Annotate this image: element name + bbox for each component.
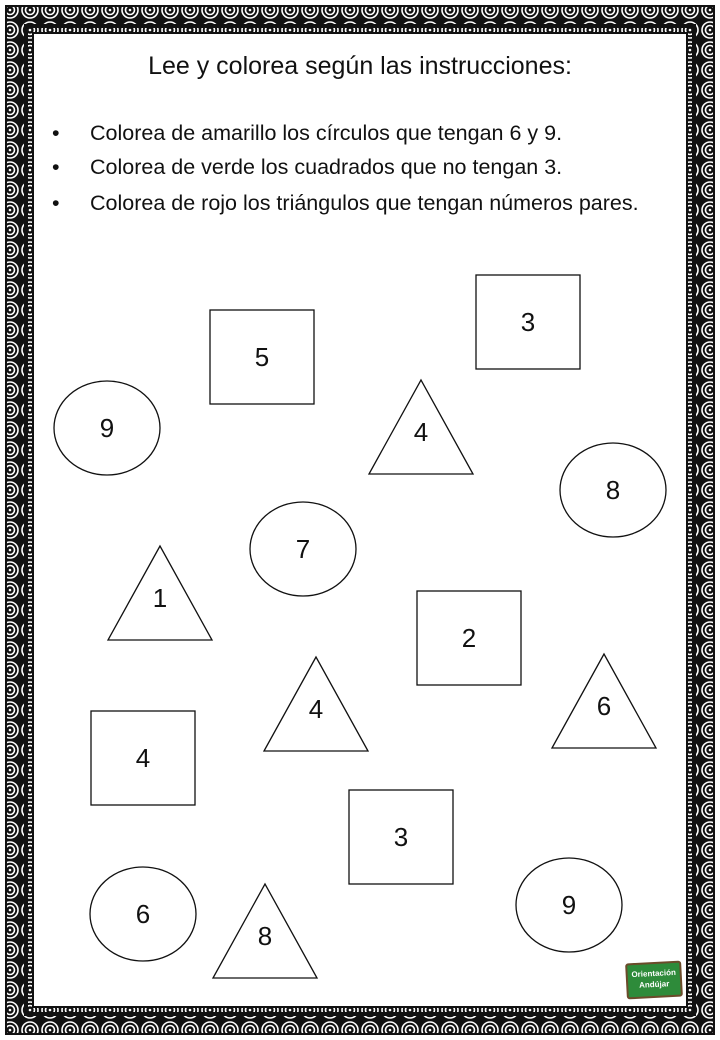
triangle-shape [108,546,212,640]
instruction-item: • Colorea de rojo los triángulos que tengan números pares. [52,184,672,222]
instruction-item: • Colorea de amarillo los círculos que tengan 6 y 9. [52,116,672,150]
triangle-shape [369,380,473,474]
shape-number: 4 [135,743,151,773]
circle-shape [90,867,196,961]
shape-number: 3 [393,822,409,852]
shape-number: 1 [152,583,168,613]
shape-number: 6 [135,899,151,929]
instruction-item: • Colorea de verde los cuadrados que no tengan 3. [52,150,672,184]
square-shape [349,790,453,884]
shape-number: 3 [520,307,536,337]
circle-shape [560,443,666,537]
shape-number: 9 [561,890,577,920]
worksheet-title: Lee y colorea según las instrucciones: [148,52,572,80]
logo-line-1: Orientación [631,967,677,980]
shape-number: 8 [257,921,273,951]
square-shape [210,310,314,404]
orientacion-andujar-logo [625,961,683,1000]
square-shape [91,711,195,805]
shape-number: 2 [461,623,477,653]
triangle-shape [213,884,317,978]
circle-shape [54,381,160,475]
shape-number: 4 [413,417,429,447]
square-shape [476,275,580,369]
shape-number: 8 [605,475,621,505]
circle-shape [516,858,622,952]
logo-line-2: Andújar [638,979,670,990]
shape-number: 9 [99,413,115,443]
shape-number: 6 [596,691,612,721]
shape-number: 7 [295,534,311,564]
circle-shape [250,502,356,596]
triangle-shape [552,654,656,748]
triangle-shape [264,657,368,751]
shape-number: 5 [254,342,270,372]
square-shape [417,591,521,685]
shape-number: 4 [308,694,324,724]
